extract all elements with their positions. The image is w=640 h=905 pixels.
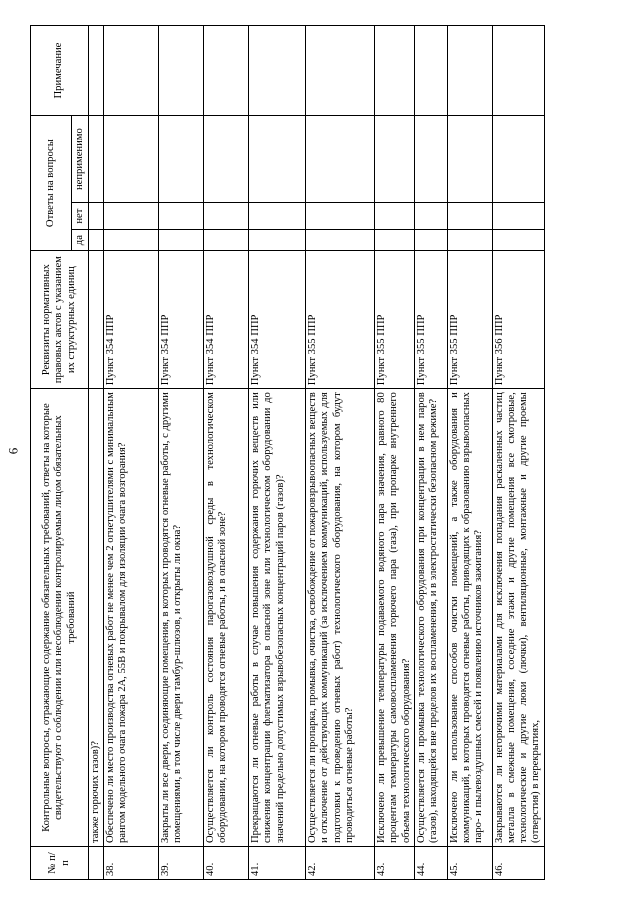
note-cell[interactable] [447, 26, 492, 116]
note-cell[interactable] [414, 26, 447, 116]
row-reference: Пункт 355 ППР [414, 251, 447, 389]
note-cell[interactable] [159, 26, 204, 116]
checklist-table [30, 25, 545, 880]
note-cell[interactable] [306, 26, 375, 116]
row-question: Осуществляется ли пропарка, промывка, очистка, освобождение от пожаровзрывоопасных веществ и отключение от действующих коммуникаций (за исключением коммуникаций, используемых для подготовки к проведению огневых работ) технологического оборудования, на котором будут проводиться огневые работы? [306, 389, 375, 847]
row-num: 44. [414, 846, 447, 879]
row-question: Исключено ли превышение температуры подаваемого водяного пара значения, равного 80 процентам температуры самовоспламенения горючего пара (газа), при пропарке внутреннего объема технологического оборудования? [375, 389, 415, 847]
table-row [375, 26, 415, 880]
row-question: Обеспечено ли место производства огневых работ не менее чем 2 огнетушителями с минимальным рангом модельного очага пожара 2А, 55В и покрывалом для изоляции очага возгорания? [104, 389, 159, 847]
row-question: Закрываются ли негорючими материалами для исключения попадания раскаленных частиц металла в смежные помещения, соседние этажи и другие помещения все смотровые, технологические и другие люки (лючки), вентиляционные, монтажные и другие проемы (отверстия) в перекрытиях, [492, 389, 544, 847]
answer-na-cell[interactable] [414, 116, 447, 203]
answer-yes-cell[interactable] [249, 230, 306, 251]
row-reference: Пункт 354 ППР [104, 251, 159, 389]
table-row [204, 26, 249, 880]
row-question: Осуществляется ли промывка технологического оборудования при концентрации в нем паров (газов), находящейся вне пределов их воспламенения, и в электростатически безопасном режиме? [414, 389, 447, 847]
answer-no-cell[interactable] [492, 203, 544, 230]
answer-na-cell[interactable] [447, 116, 492, 203]
page-number: 6 [5, 447, 21, 455]
answer-no-cell[interactable] [375, 203, 415, 230]
table-header-row [31, 26, 72, 880]
header-yes: да [72, 230, 89, 251]
answer-na-cell[interactable] [375, 116, 415, 203]
answer-yes-cell[interactable] [414, 230, 447, 251]
row-num: 42. [306, 846, 375, 879]
table-row-continuation [89, 26, 104, 880]
answer-na-cell[interactable] [104, 116, 159, 203]
answer-yes-cell[interactable] [306, 230, 375, 251]
continuation-text: также горючих газов)? [89, 389, 104, 847]
answer-no-cell[interactable] [204, 203, 249, 230]
note-cell[interactable] [375, 26, 415, 116]
answer-yes-cell[interactable] [159, 230, 204, 251]
row-reference: Пункт 354 ППР [249, 251, 306, 389]
row-reference: Пункт 356 ППР [492, 251, 544, 389]
row-num: 39. [159, 846, 204, 879]
answer-na-cell[interactable] [204, 116, 249, 203]
answer-na-cell[interactable] [159, 116, 204, 203]
answer-no-cell[interactable] [249, 203, 306, 230]
answer-na-cell[interactable] [306, 116, 375, 203]
row-num: 38. [104, 846, 159, 879]
header-no: нет [72, 203, 89, 230]
answer-yes-cell[interactable] [447, 230, 492, 251]
answer-no-cell[interactable] [306, 203, 375, 230]
table-row [159, 26, 204, 880]
note-cell[interactable] [492, 26, 544, 116]
rotated-page-content [30, 25, 630, 880]
answer-no-cell[interactable] [447, 203, 492, 230]
table-row [447, 26, 492, 880]
header-num: № п/п [31, 846, 89, 879]
header-answers: Ответы на вопросы [31, 116, 72, 251]
table-row [104, 26, 159, 880]
header-question: Контрольные вопросы, отражающие содержание обязательных требований, ответы на которые свидетельствуют о соблюдении или несоблюдении контролируемым лицом обязательных требований [31, 389, 89, 847]
row-question: Закрыты ли все двери, соединяющие помещения, в которых проводятся огневые работы, с другими помещениями, в том числе двери тамбур-шлюзов, и открыты ли окна? [159, 389, 204, 847]
row-num: 41. [249, 846, 306, 879]
answer-yes-cell[interactable] [492, 230, 544, 251]
answer-yes-cell[interactable] [375, 230, 415, 251]
answer-na-cell[interactable] [249, 116, 306, 203]
row-num: 40. [204, 846, 249, 879]
row-num: 46. [492, 846, 544, 879]
row-reference: Пункт 355 ППР [306, 251, 375, 389]
row-question: Исключено ли использование способов очистки помещений, а также оборудования и коммуникаций, в которых проводятся огневые работы, приводящих к образованию взрывоопасных паро- и пылевоздушных смесей и появлению источников зажигания? [447, 389, 492, 847]
table-row [414, 26, 447, 880]
row-question: Осуществляется ли контроль состояния парогазовоздушной среды в технологическом оборудовании, на котором проводятся огневые работы, и в опасной зоне? [204, 389, 249, 847]
row-reference: Пункт 354 ППР [159, 251, 204, 389]
row-reference: Пункт 355 ППР [375, 251, 415, 389]
row-question: Прекращаются ли огневые работы в случае повышения содержания горючих веществ или снижения концентрации флегматизатора в опасной зоне или технологическом оборудовании до значений предельно допустимых взрывобезопасных концентраций паров (газов)? [249, 389, 306, 847]
table-row [492, 26, 544, 880]
answer-yes-cell[interactable] [204, 230, 249, 251]
answer-no-cell[interactable] [104, 203, 159, 230]
row-num: 43. [375, 846, 415, 879]
row-num: 45. [447, 846, 492, 879]
answer-no-cell[interactable] [414, 203, 447, 230]
answer-no-cell[interactable] [159, 203, 204, 230]
table-row [249, 26, 306, 880]
row-reference: Пункт 355 ППР [447, 251, 492, 389]
answer-yes-cell[interactable] [104, 230, 159, 251]
note-cell[interactable] [204, 26, 249, 116]
note-cell[interactable] [249, 26, 306, 116]
header-note: Примечание [31, 26, 89, 116]
table-row [306, 26, 375, 880]
row-reference: Пункт 354 ППР [204, 251, 249, 389]
header-reference: Реквизиты нормативных правовых актов с указанием их структурных единиц [31, 251, 89, 389]
header-na: неприменимо [72, 116, 89, 203]
note-cell[interactable] [104, 26, 159, 116]
answer-na-cell[interactable] [492, 116, 544, 203]
